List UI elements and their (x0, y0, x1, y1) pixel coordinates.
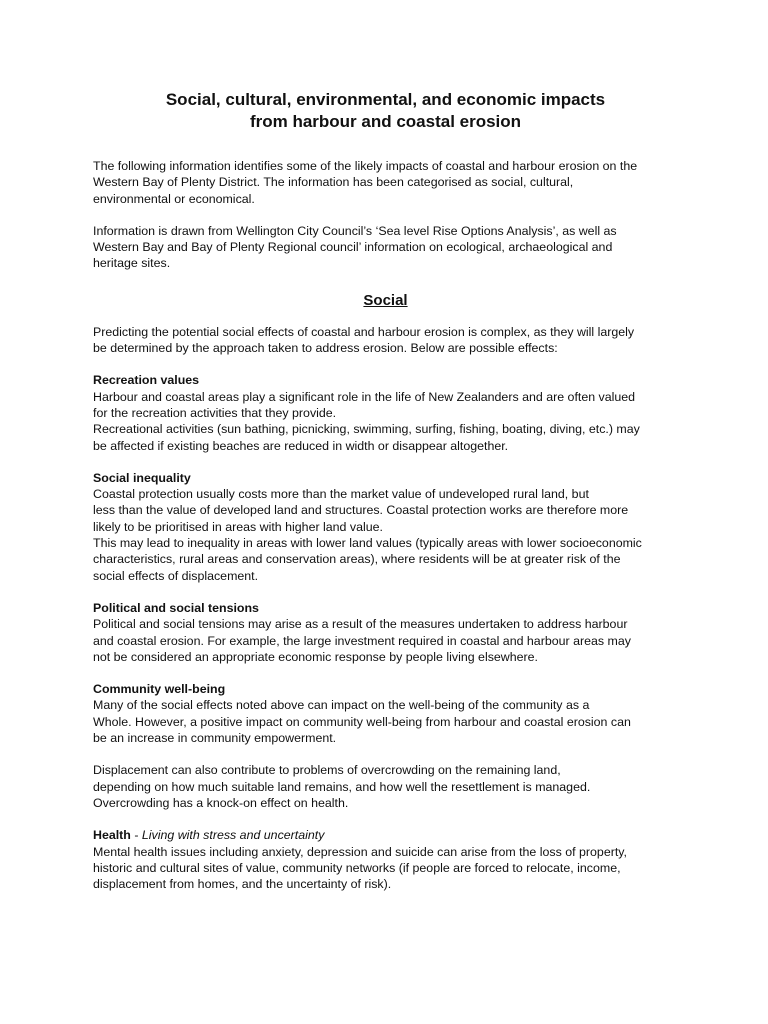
intro-paragraph-2 (93, 223, 678, 272)
subheading-political-social-tensions: Political and social tensions (93, 600, 259, 615)
text-line: Many of the social effects noted above can impact on the well-being of the community as a (93, 698, 590, 713)
text-line: depending on how much suitable land remains, and how well the resettlement is managed. (93, 779, 591, 794)
subheading-recreation-values: Recreation values (93, 373, 200, 388)
text-line: Predicting the potential social effects of coastal and harbour erosion is complex, as they will largely (93, 324, 635, 339)
text-line: displacement from homes, and the uncertainty of risk). (93, 877, 392, 892)
text-line: Western Bay and Bay of Plenty Regional council’ information on ecological, archaeological and (93, 240, 613, 255)
text-line: characteristics, rural areas and conservation areas), where residents will be at greater risk of the (93, 552, 621, 567)
text-line: The following information identifies some of the likely impacts of coastal and harbour erosion on the (93, 159, 638, 173)
subheading-health-line (93, 827, 678, 843)
subheading-community-wellbeing: Community well-being (93, 682, 226, 697)
page-title-line-1: Social, cultural, environmental, and economic impacts (165, 90, 606, 109)
intro-paragraph-1 (93, 158, 678, 207)
text-line: Information is drawn from Wellington City Council’s ‘Sea level Rise Options Analysis’, as well as (93, 223, 617, 238)
subheading-health: Health (93, 828, 131, 843)
text-line: Recreational activities (sun bathing, picnicking, swimming, surfing, fishing, boating, diving, etc.) may (93, 422, 640, 437)
text-line: not be considered an appropriate economic response by people living elsewhere. (93, 649, 538, 664)
page-title-line-2: from harbour and coastal erosion (249, 112, 522, 131)
section-heading-social: Social (363, 291, 408, 309)
text-line: Coastal protection usually costs more than the market value of undeveloped rural land, but (93, 487, 589, 502)
text-line: environmental or economical. (93, 191, 255, 206)
text-line: historic and cultural sites of value, community networks (if people are forced to relocate, income, (93, 860, 621, 875)
text-line: Harbour and coastal areas play a significant role in the life of New Zealanders and are often valued (93, 389, 636, 404)
text-line: heritage sites. (93, 256, 171, 271)
text-line: less than the value of developed land and structures. Coastal protection works are therefore more (93, 503, 629, 518)
page-title (93, 89, 678, 133)
text-line: Overcrowding has a knock-on effect on health. (93, 795, 349, 810)
text-line: for the recreation activities that they provide. (93, 405, 337, 420)
community-wellbeing-section (93, 681, 678, 746)
text-line: Political and social tensions may arise as a result of the measures undertaken to address harbour (93, 617, 628, 632)
text-line: social effects of displacement. (93, 568, 259, 583)
political-social-tensions-section (93, 600, 678, 665)
displacement-paragraph (93, 762, 678, 811)
recreation-values-section (93, 372, 678, 453)
text-line: be determined by the approach taken to address erosion. Below are possible effects: (93, 341, 558, 356)
subheading-health-subtitle: Living with stress and uncertainty (141, 828, 325, 843)
social-inequality-section (93, 470, 678, 584)
text-line: This may lead to inequality in areas with lower land values (typically areas with lower socioeconomic (93, 536, 642, 551)
text-line: Mental health issues including anxiety, depression and suicide can arise from the loss of property, (93, 844, 627, 859)
text-line: be affected if existing beaches are reduced in width or disappear altogether. (93, 438, 509, 453)
subheading-separator: - (130, 828, 142, 843)
subheading-social-inequality: Social inequality (93, 470, 191, 485)
text-line: Western Bay of Plenty District. The information has been categorised as social, cultural, (93, 175, 574, 190)
text-line: likely to be prioritised in areas with higher land value. (93, 519, 383, 534)
text-line: and coastal erosion. For example, the large investment required in coastal and harbour areas may (93, 633, 631, 648)
text-line: be an increase in community empowerment. (93, 731, 337, 746)
text-line: Whole. However, a positive impact on community well-being from harbour and coastal erosion can (93, 714, 631, 729)
social-intro-paragraph (93, 324, 678, 357)
health-section (93, 827, 678, 892)
text-line: Displacement can also contribute to problems of overcrowding on the remaining land, (93, 763, 561, 778)
